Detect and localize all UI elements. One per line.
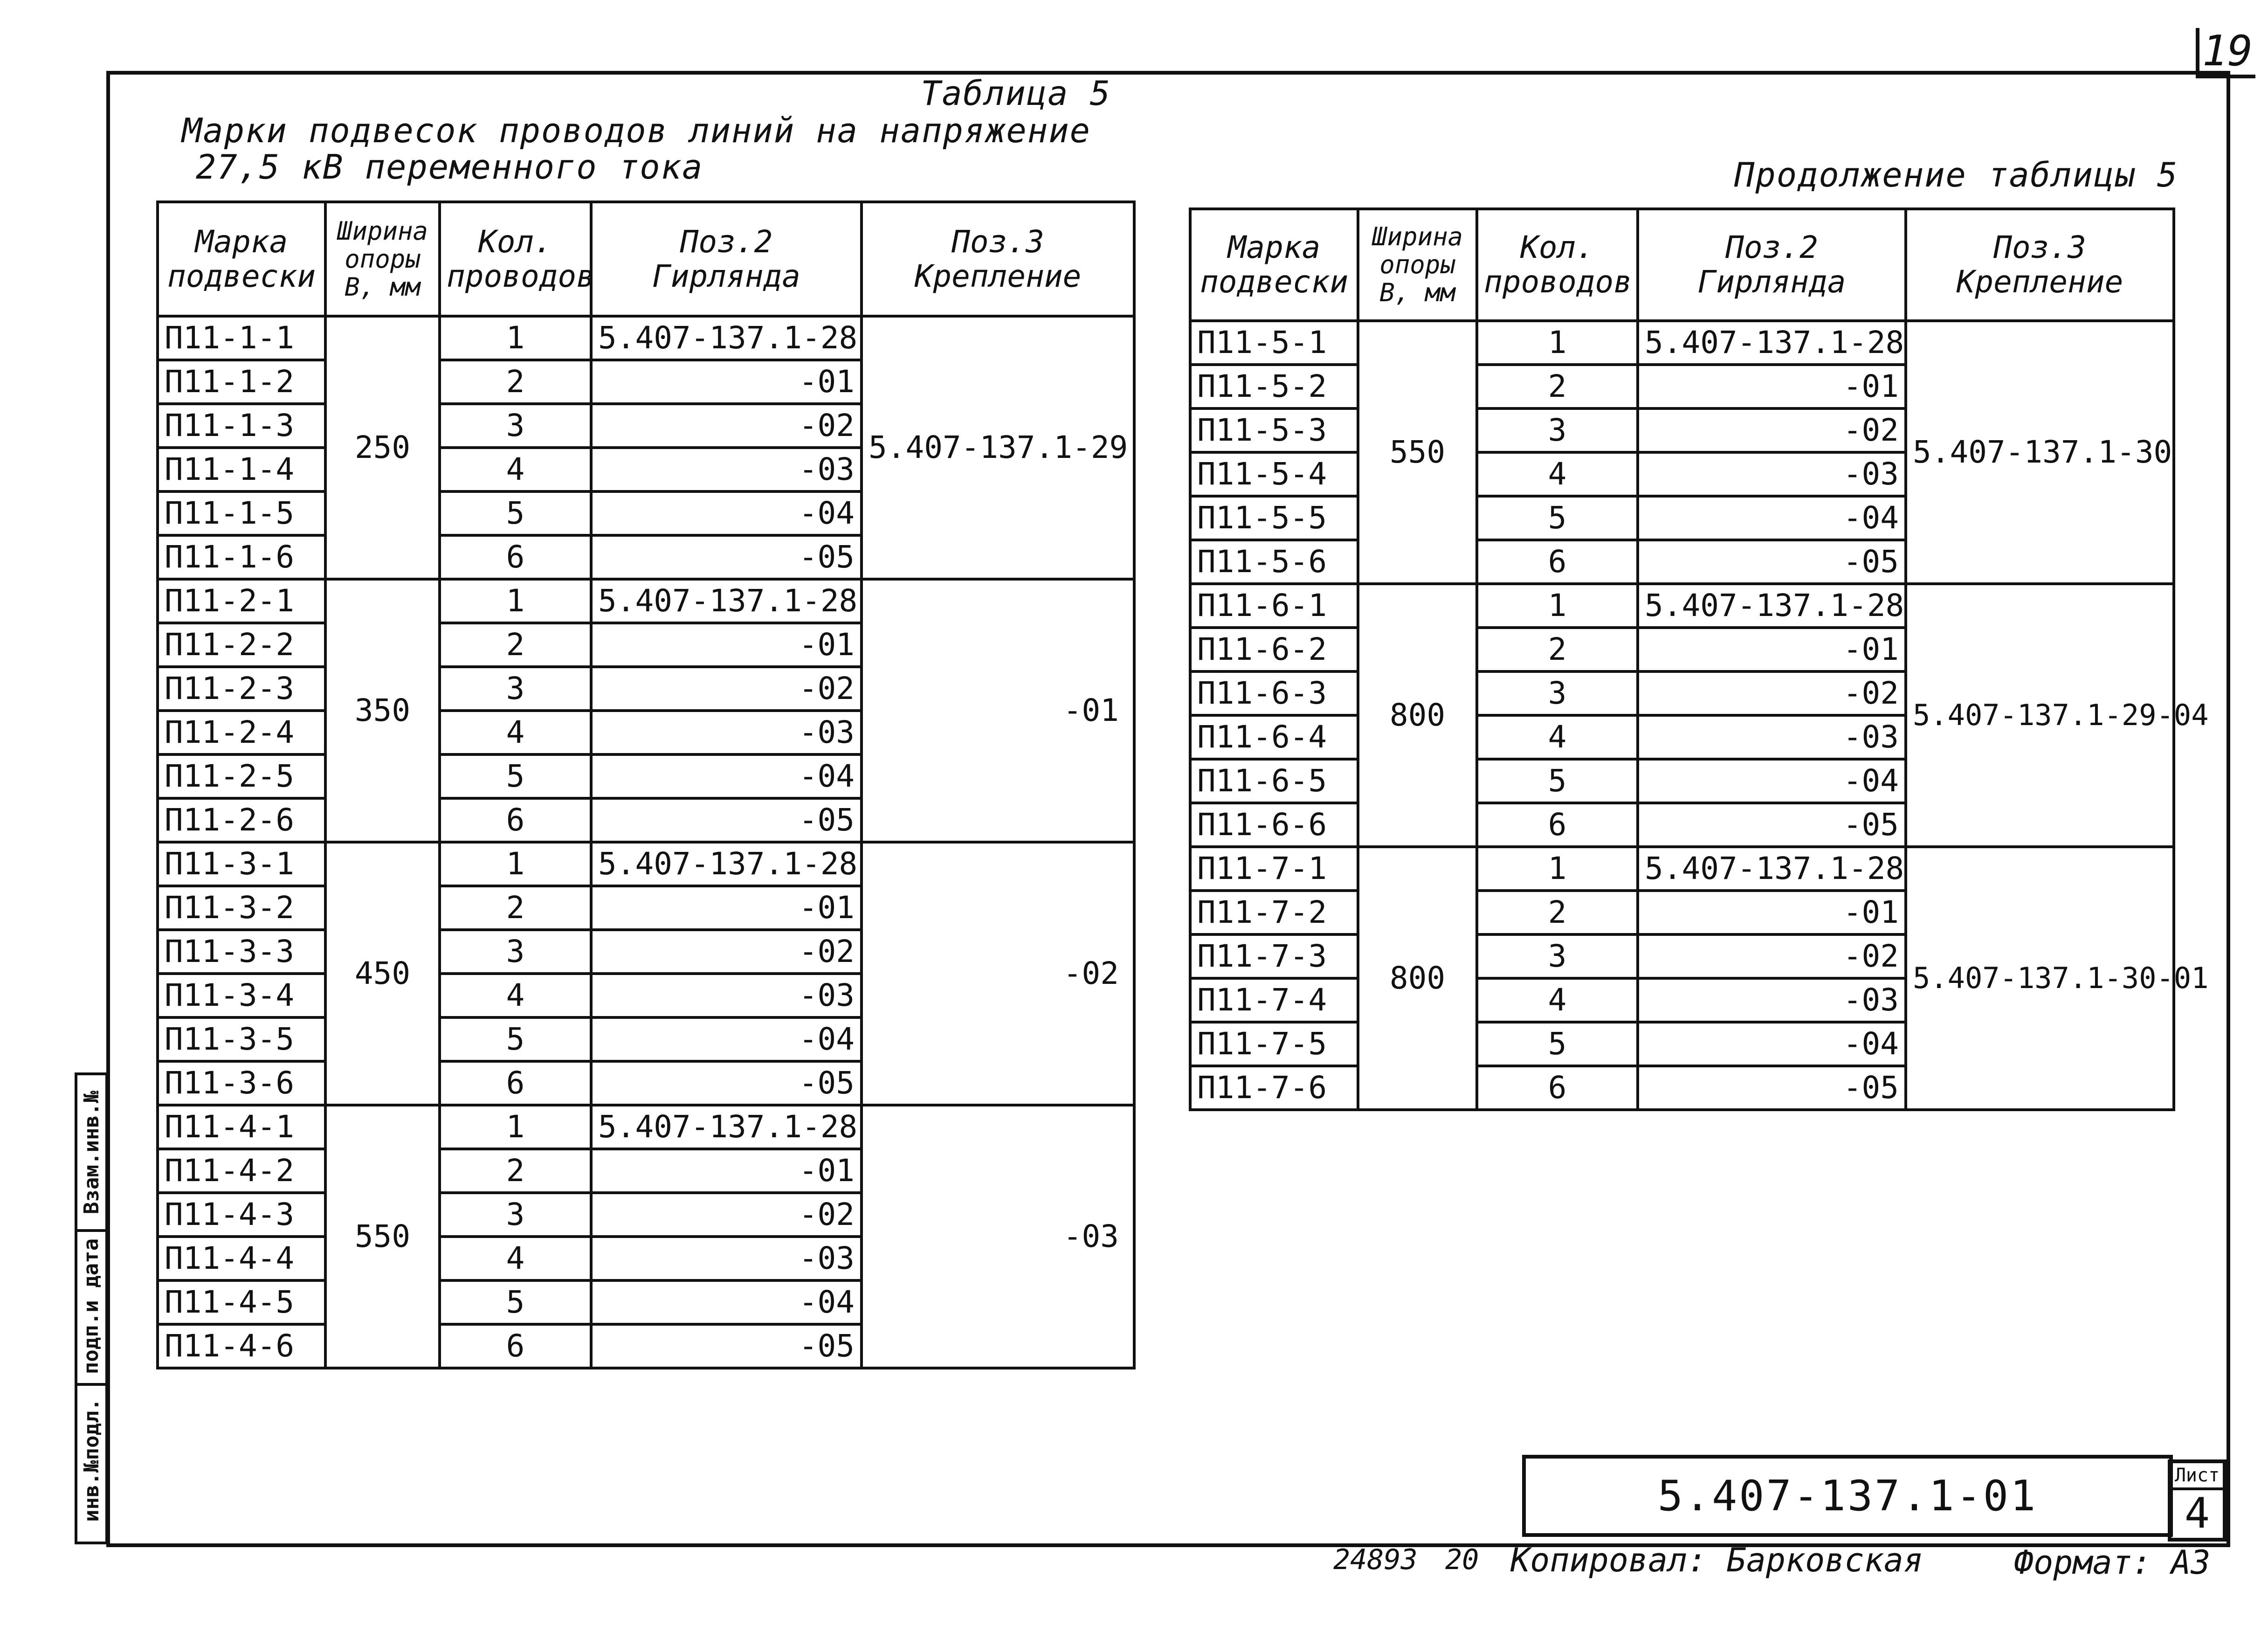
garland-code: 5.407-137.1-28 bbox=[591, 316, 862, 360]
fixing-code: 5.407-137.1-30 bbox=[1906, 321, 2174, 584]
support-width: 250 bbox=[325, 316, 440, 579]
wire-count: 3 bbox=[440, 1193, 591, 1237]
table-title-line2: 27,5 кВ переменного тока bbox=[196, 147, 703, 187]
side-strip-label: Взам.инв.№ bbox=[79, 1090, 103, 1214]
suspension-mark: П11-7-5 bbox=[1190, 1022, 1358, 1066]
document-code: 5.407-137.1-01 bbox=[1657, 1471, 2038, 1521]
garland-code: -04 bbox=[1638, 496, 1906, 540]
wire-count: 5 bbox=[1477, 1022, 1638, 1066]
suspension-mark: П11-4-4 bbox=[158, 1237, 325, 1280]
garland-code: -01 bbox=[591, 1149, 862, 1193]
garland-code: -04 bbox=[1638, 759, 1906, 803]
suspension-mark: П11-4-3 bbox=[158, 1193, 325, 1237]
garland-code: -01 bbox=[591, 360, 862, 404]
suspension-mark: П11-3-2 bbox=[158, 886, 325, 930]
continuation-title: Продолжение таблицы 5 bbox=[1734, 155, 2178, 194]
table-row bbox=[158, 1105, 1134, 1149]
garland-code: -03 bbox=[591, 974, 862, 1017]
side-strip-label: инв.№подл. bbox=[79, 1398, 103, 1522]
header-fixing: Поз.3 Крепление bbox=[1906, 209, 2174, 321]
garland-code: -01 bbox=[1638, 628, 1906, 671]
table-title-line1: Марки подвесок проводов линий на напряжение bbox=[182, 111, 1091, 150]
garland-code: -05 bbox=[1638, 803, 1906, 847]
garland-code: 5.407-137.1-28 bbox=[1638, 847, 1906, 891]
wire-count: 6 bbox=[440, 1061, 591, 1105]
suspension-mark: П11-5-3 bbox=[1190, 408, 1358, 452]
wire-count: 2 bbox=[1477, 891, 1638, 934]
header-mark: Марка подвески bbox=[158, 202, 325, 316]
header-garland: Поз.2 Гирлянда bbox=[1638, 209, 1906, 321]
wire-count: 1 bbox=[1477, 321, 1638, 365]
wire-count: 4 bbox=[1477, 452, 1638, 496]
support-width: 450 bbox=[325, 842, 440, 1105]
garland-code: -05 bbox=[1638, 540, 1906, 584]
table-row bbox=[158, 579, 1134, 623]
suspension-mark: П11-4-6 bbox=[158, 1324, 325, 1368]
wire-count: 3 bbox=[1477, 934, 1638, 978]
suspension-mark: П11-4-5 bbox=[158, 1280, 325, 1324]
sheet-corner-number: 19 bbox=[2196, 28, 2255, 78]
wire-count: 6 bbox=[440, 798, 591, 842]
suspension-table-left bbox=[156, 201, 1136, 1369]
suspension-mark: П11-6-6 bbox=[1190, 803, 1358, 847]
garland-code: -05 bbox=[591, 1324, 862, 1368]
table-row bbox=[1190, 584, 2174, 628]
support-width: 350 bbox=[325, 579, 440, 842]
wire-count: 6 bbox=[440, 535, 591, 579]
garland-code: -04 bbox=[1638, 1022, 1906, 1066]
support-width: 800 bbox=[1358, 847, 1477, 1110]
garland-code: 5.407-137.1-28 bbox=[591, 1105, 862, 1149]
table-label: Таблица 5 bbox=[921, 74, 1111, 113]
garland-code: -01 bbox=[1638, 891, 1906, 934]
wire-count: 3 bbox=[440, 930, 591, 974]
suspension-mark: П11-5-6 bbox=[1190, 540, 1358, 584]
support-width: 800 bbox=[1358, 584, 1477, 847]
garland-code: 5.407-137.1-28 bbox=[591, 579, 862, 623]
garland-code: -04 bbox=[591, 491, 862, 535]
header-garland: Поз.2 Гирлянда bbox=[591, 202, 862, 316]
wire-count: 2 bbox=[1477, 628, 1638, 671]
fixing-code: -02 bbox=[862, 842, 1134, 1105]
garland-code: -02 bbox=[591, 1193, 862, 1237]
wire-count: 4 bbox=[1477, 715, 1638, 759]
garland-code: -01 bbox=[1638, 365, 1906, 408]
side-strip-cell bbox=[77, 1229, 105, 1386]
sheet-label: Лист bbox=[2171, 1463, 2223, 1490]
wire-count: 6 bbox=[1477, 803, 1638, 847]
wire-count: 2 bbox=[440, 623, 591, 667]
side-strip-cell bbox=[77, 1383, 105, 1537]
support-width: 550 bbox=[1358, 321, 1477, 584]
suspension-mark: П11-6-3 bbox=[1190, 671, 1358, 715]
wire-count: 4 bbox=[440, 448, 591, 491]
wire-count: 3 bbox=[1477, 408, 1638, 452]
suspension-mark: П11-1-4 bbox=[158, 448, 325, 491]
garland-code: -05 bbox=[591, 1061, 862, 1105]
garland-code: 5.407-137.1-28 bbox=[1638, 321, 1906, 365]
suspension-mark: П11-7-1 bbox=[1190, 847, 1358, 891]
garland-code: -05 bbox=[1638, 1066, 1906, 1110]
wire-count: 3 bbox=[440, 667, 591, 711]
garland-code: -04 bbox=[591, 1280, 862, 1324]
wire-count: 4 bbox=[440, 711, 591, 754]
suspension-table-right bbox=[1189, 207, 2209, 1111]
suspension-mark: П11-1-5 bbox=[158, 491, 325, 535]
wire-count: 5 bbox=[440, 1280, 591, 1324]
table-row bbox=[1190, 847, 2174, 891]
sheet-number: 4 bbox=[2184, 1489, 2210, 1538]
suspension-mark: П11-2-3 bbox=[158, 667, 325, 711]
suspension-mark: П11-3-6 bbox=[158, 1061, 325, 1105]
suspension-mark: П11-1-3 bbox=[158, 404, 325, 448]
sheet-number-box bbox=[2168, 1459, 2227, 1542]
suspension-mark: П11-6-1 bbox=[1190, 584, 1358, 628]
garland-code: -02 bbox=[591, 404, 862, 448]
garland-code: -02 bbox=[591, 667, 862, 711]
garland-code: -04 bbox=[591, 754, 862, 798]
suspension-mark: П11-2-4 bbox=[158, 711, 325, 754]
wire-count: 4 bbox=[1477, 978, 1638, 1022]
suspension-mark: П11-2-5 bbox=[158, 754, 325, 798]
garland-code: -02 bbox=[591, 930, 862, 974]
suspension-mark: П11-3-3 bbox=[158, 930, 325, 974]
table-row bbox=[1190, 321, 2174, 365]
support-width: 550 bbox=[325, 1105, 440, 1368]
fixing-code: -01 bbox=[862, 579, 1134, 842]
suspension-mark: П11-4-2 bbox=[158, 1149, 325, 1193]
side-strip-label: подп.и дата bbox=[79, 1238, 103, 1374]
wire-count: 1 bbox=[440, 579, 591, 623]
wire-count: 1 bbox=[440, 1105, 591, 1149]
suspension-mark: П11-6-2 bbox=[1190, 628, 1358, 671]
suspension-mark: П11-4-1 bbox=[158, 1105, 325, 1149]
suspension-mark: П11-3-5 bbox=[158, 1017, 325, 1061]
side-stamp-strip bbox=[75, 1072, 108, 1544]
suspension-mark: П11-7-4 bbox=[1190, 978, 1358, 1022]
wire-count: 1 bbox=[1477, 584, 1638, 628]
fixing-code: 5.407-137.1-29-04 bbox=[1906, 584, 2174, 847]
suspension-mark: П11-5-2 bbox=[1190, 365, 1358, 408]
garland-code: -03 bbox=[591, 1237, 862, 1280]
garland-code: -03 bbox=[1638, 715, 1906, 759]
wire-count: 2 bbox=[440, 360, 591, 404]
side-strip-cell bbox=[77, 1075, 105, 1232]
fixing-code: 5.407-137.1-29 bbox=[862, 316, 1134, 579]
copied-by: Копировал: Барковская bbox=[1510, 1541, 1923, 1579]
garland-code: -04 bbox=[591, 1017, 862, 1061]
wire-count: 1 bbox=[1477, 847, 1638, 891]
suspension-mark: П11-2-6 bbox=[158, 798, 325, 842]
header-mark: Марка подвески bbox=[1190, 209, 1358, 321]
garland-code: 5.407-137.1-28 bbox=[591, 842, 862, 886]
header-width: Ширина опоры В, мм bbox=[1358, 209, 1477, 321]
suspension-mark: П11-3-4 bbox=[158, 974, 325, 1017]
suspension-mark: П11-2-2 bbox=[158, 623, 325, 667]
suspension-mark: П11-1-2 bbox=[158, 360, 325, 404]
suspension-mark: П11-1-6 bbox=[158, 535, 325, 579]
wire-count: 4 bbox=[440, 1237, 591, 1280]
paper-format: Формат: А3 bbox=[2014, 1543, 2211, 1582]
wire-count: 3 bbox=[1477, 671, 1638, 715]
table-row bbox=[158, 842, 1134, 886]
wire-count: 2 bbox=[1477, 365, 1638, 408]
copy-number: 20 bbox=[1445, 1543, 1479, 1576]
order-number: 24893 bbox=[1333, 1543, 1418, 1576]
suspension-mark: П11-5-4 bbox=[1190, 452, 1358, 496]
garland-code: -05 bbox=[591, 535, 862, 579]
wire-count: 4 bbox=[440, 974, 591, 1017]
header-fixing: Поз.3 Крепление bbox=[862, 202, 1134, 316]
garland-code: -02 bbox=[1638, 408, 1906, 452]
wire-count: 5 bbox=[440, 754, 591, 798]
header-width: Ширина опоры В, мм bbox=[325, 202, 440, 316]
garland-code: -02 bbox=[1638, 934, 1906, 978]
table-row bbox=[158, 316, 1134, 360]
garland-code: -02 bbox=[1638, 671, 1906, 715]
fixing-code: 5.407-137.1-30-01 bbox=[1906, 847, 2174, 1110]
header-qty: Кол. проводов bbox=[440, 202, 591, 316]
suspension-mark: П11-7-6 bbox=[1190, 1066, 1358, 1110]
suspension-mark: П11-5-1 bbox=[1190, 321, 1358, 365]
wire-count: 1 bbox=[440, 842, 591, 886]
garland-code: -03 bbox=[1638, 978, 1906, 1022]
suspension-mark: П11-3-1 bbox=[158, 842, 325, 886]
suspension-mark: П11-6-5 bbox=[1190, 759, 1358, 803]
suspension-mark: П11-7-3 bbox=[1190, 934, 1358, 978]
garland-code: -03 bbox=[591, 711, 862, 754]
garland-code: -01 bbox=[591, 886, 862, 930]
wire-count: 5 bbox=[440, 1017, 591, 1061]
wire-count: 5 bbox=[440, 491, 591, 535]
suspension-mark: П11-1-1 bbox=[158, 316, 325, 360]
suspension-mark: П11-5-5 bbox=[1190, 496, 1358, 540]
garland-code: -03 bbox=[1638, 452, 1906, 496]
wire-count: 5 bbox=[1477, 759, 1638, 803]
wire-count: 6 bbox=[1477, 1066, 1638, 1110]
fixing-code: -03 bbox=[862, 1105, 1134, 1368]
garland-code: -05 bbox=[591, 798, 862, 842]
wire-count: 6 bbox=[440, 1324, 591, 1368]
suspension-mark: П11-7-2 bbox=[1190, 891, 1358, 934]
suspension-mark: П11-6-4 bbox=[1190, 715, 1358, 759]
wire-count: 3 bbox=[440, 404, 591, 448]
suspension-mark: П11-2-1 bbox=[158, 579, 325, 623]
wire-count: 2 bbox=[440, 1149, 591, 1193]
document-code-box bbox=[1522, 1455, 2173, 1537]
wire-count: 1 bbox=[440, 316, 591, 360]
wire-count: 2 bbox=[440, 886, 591, 930]
garland-code: -01 bbox=[591, 623, 862, 667]
wire-count: 5 bbox=[1477, 496, 1638, 540]
header-qty: Кол. проводов bbox=[1477, 209, 1638, 321]
wire-count: 6 bbox=[1477, 540, 1638, 584]
garland-code: -03 bbox=[591, 448, 862, 491]
garland-code: 5.407-137.1-28 bbox=[1638, 584, 1906, 628]
